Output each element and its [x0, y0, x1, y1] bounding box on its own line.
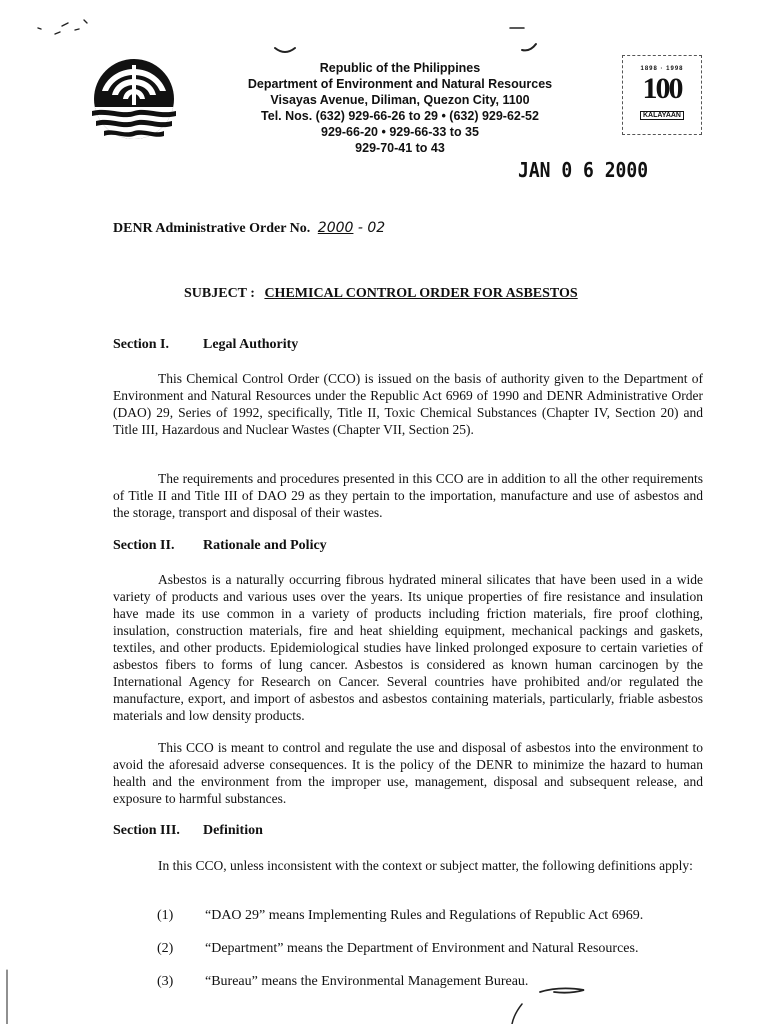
letterhead: [200, 60, 600, 156]
definition-number: (2): [157, 941, 174, 956]
section-heading: [113, 823, 263, 839]
section-number: Section I.: [113, 337, 169, 352]
order-number-line: [113, 220, 385, 237]
letterhead-line: Department of Environment and Natural Resources: [247, 77, 553, 91]
subject-title: CHEMICAL CONTROL ORDER FOR ASBESTOS: [264, 286, 578, 301]
section-number: Section II.: [113, 538, 175, 553]
definition-number: (3): [157, 974, 174, 989]
section-heading: [113, 337, 298, 353]
paragraph: The requirements and procedures presented in this CCO are in addition to all the other requirements of Title II and Title III of DAO 29 as they pertain to the importation, manufacture and use of asbestos and the storage, transport and disposal of their wastes.: [113, 471, 703, 520]
paragraph: In this CCO, unless inconsistent with the context or subject matter, the following definitions apply:: [158, 858, 693, 873]
date-stamp: JAN 0 6 2000: [518, 158, 649, 183]
denr-logo: [88, 55, 180, 145]
subject-label: SUBJECT :: [184, 286, 255, 301]
order-number-suffix: - 02: [353, 220, 386, 236]
seal-word: KALAYAAN: [640, 111, 684, 120]
letterhead-line: 929-70-41 to 43: [355, 141, 445, 155]
definition-text: “Department” means the Department of Environment and Natural Resources.: [205, 941, 639, 956]
definition-number: (1): [157, 908, 174, 923]
paragraph: This Chemical Control Order (CCO) is issued on the basis of authority given to the Department of Environment and Natural Resources under the Republic Act 6969 of 1990 and DENR Administrative Order (DAO) 29, Series of 1992, specifically, Title II, Toxic Chemical Substances (Chapter IV, Section 20) and Title III, Hazardous and Nuclear Wastes (Chapter VII, Section 25).: [113, 371, 703, 437]
definition-item: [157, 908, 643, 924]
definition-item: [157, 941, 638, 957]
letterhead-line: Tel. Nos. (632) 929-66-26 to 29 • (632) 929-62-52: [261, 109, 539, 123]
section-heading: [113, 538, 327, 554]
definition-text: “Bureau” means the Environmental Management Bureau.: [205, 974, 529, 989]
subject-line: [184, 286, 578, 302]
order-number-value: [318, 220, 385, 236]
section-title: Legal Authority: [203, 337, 299, 352]
paragraph: Asbestos is a naturally occurring fibrous hydrated mineral silicates that have been used in a wide variety of products and various uses over the years. Its unique properties of fire resistance and insulation have made its use common in a variety of products including friction materials, fire proof clothing, insulation, construction materials, fire and heat shielding equipment, mechanical packings and gaskets, textiles, and other products. Epidemiological studies have linked prolonged exposure to certain varieties of asbestos fibers to forms of lung cancer. Asbestos is considered as known human carcinogen by the International Agency for Research on Cancer. Several countries have prohibited and/or regulated the manufacture, export, and import of asbestos and asbestos containing materials, particularly, friable asbestos materials and low density products.: [113, 572, 703, 723]
letterhead-line: Republic of the Philippines: [319, 61, 481, 75]
section-title: Rationale and Policy: [203, 538, 327, 553]
order-number-label: DENR Administrative Order No.: [113, 221, 311, 236]
order-number-year: 2000: [317, 220, 354, 236]
definition-item: [157, 974, 528, 990]
seal-number: 100: [642, 72, 682, 105]
letterhead-line: Visayas Avenue, Diliman, Quezon City, 1100: [270, 93, 530, 107]
centennial-seal: [622, 55, 702, 135]
section-number: Section III.: [113, 823, 180, 838]
seal-years: 1898 · 1998: [640, 66, 684, 72]
definition-text: “DAO 29” means Implementing Rules and Regulations of Republic Act 6969.: [205, 908, 644, 923]
section-title: Definition: [203, 823, 263, 838]
paragraph: This CCO is meant to control and regulate the use and disposal of asbestos into the environment to avoid the aforesaid adverse consequences. It is the policy of the DENR to minimize the hazard to human health and the environment from the improper use, management, disposal and subsequent release, and exposure to harmful substances.: [113, 740, 703, 806]
letterhead-line: 929-66-20 • 929-66-33 to 35: [321, 125, 479, 139]
